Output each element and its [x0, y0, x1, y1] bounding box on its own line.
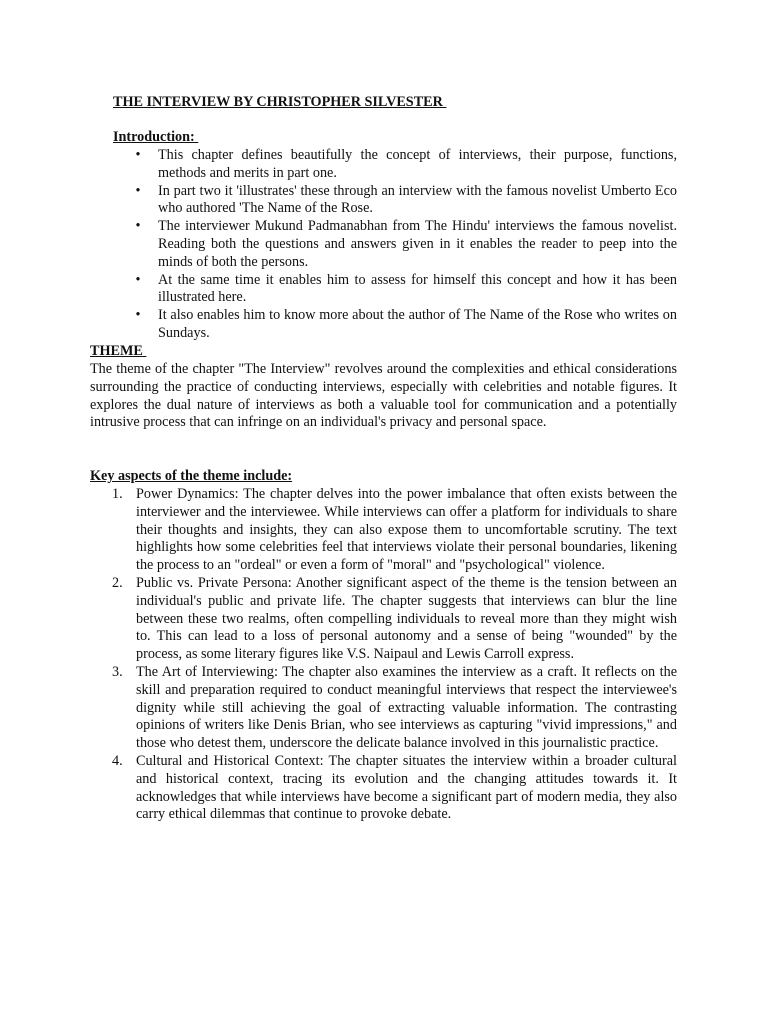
key-aspect-text: Power Dynamics: The chapter delves into the power imbalance that often exists between the interviewer and the interviewee. While interviews can offer a platform for individuals to share their thoughts and insights, they can also expose them to uncomfortable scrutiny. The text highlights how some celebrities feel that interviews violate their personal boundaries, likening the process to an "ordeal" or even a form of "moral" and "psychological" violence.: [136, 486, 677, 574]
theme-paragraph: The theme of the chapter "The Interview" revolves around the complexities and ethical considerations surrounding the practice of conducting interviews, especially with celebrities and notable figures. It explores the dual nature of interviews as both a valuable tool for communication and a potentially intrusive process that can infringe on an individual's privacy and personal space.: [90, 361, 677, 431]
introduction-bullet-item: [113, 147, 677, 183]
key-aspect-item: [90, 575, 677, 664]
document-title: THE INTERVIEW BY CHRISTOPHER SILVESTER: [113, 94, 447, 110]
key-aspects-heading: Key aspects of the theme include:: [90, 468, 293, 484]
bullet-icon: •: [135, 182, 141, 199]
introduction-bullet-text: At the same time it enables him to assess for himself this concept and how it has been illustrated here.: [158, 271, 677, 306]
introduction-bullet-text: In part two it 'illustrates' these through an interview with the famous novelist Umberto Eco who authored 'The Name of the Rose.: [158, 182, 677, 217]
key-aspect-number: 2.: [112, 574, 123, 591]
introduction-bullet-item: [113, 307, 677, 343]
introduction-bullet-text: The interviewer Mukund Padmanabhan from The Hindu' interviews the famous novelist. Reading both the questions and answers given in it enables the reader to peep into the minds of both the persons.: [158, 218, 677, 270]
key-aspects-numbered-list: [90, 486, 677, 824]
key-aspect-item: [90, 753, 677, 824]
key-aspect-text: Cultural and Historical Context: The chapter situates the interview within a broader cultural and historical context, tracing its evolution and the changing attitudes towards it. It acknowledges that while interviews have become a significant part of modern media, they also carry ethical dilemmas that continue to provoke debate.: [136, 752, 677, 823]
key-aspect-text: Public vs. Private Persona: Another significant aspect of the theme is the tension between an individual's public and private life. The chapter suggests that interviews can blur the line between these two realms, often compelling individuals to reveal more than they might wish to. This can lead to a loss of personal autonomy and a sense of being "wounded" by the process, as some literary figures like V.S. Naipaul and Lewis Carroll express.: [136, 574, 677, 663]
introduction-bullet-text: It also enables him to know more about the author of The Name of the Rose who writes on Sundays.: [158, 307, 677, 341]
bullet-icon: •: [135, 147, 141, 163]
bullet-icon: •: [135, 218, 141, 235]
key-aspect-text: The Art of Interviewing: The chapter also examines the interview as a craft. It reflects on the skill and preparation required to conduct meaningful interviews that respect the interviewee's dignity while still achieving the goal of extracting valuable information. The contrasting opinions of writers like Denis Brian, who see interviews as capturing "vivid impressions," and those who detest them, underscore the delicate balance involved in this journalistic practice.: [136, 663, 677, 752]
theme-heading: THEME: [90, 343, 147, 359]
introduction-heading: Introduction:: [113, 129, 199, 145]
key-aspect-number: 1.: [112, 486, 123, 502]
introduction-bullet-list: [113, 147, 677, 343]
key-aspect-item: [90, 486, 677, 575]
introduction-bullet-item: [113, 218, 677, 271]
bullet-icon: •: [135, 271, 141, 288]
introduction-bullet-item: [113, 272, 677, 308]
key-aspect-number: 4.: [112, 752, 123, 769]
introduction-bullet-item: [113, 183, 677, 219]
key-aspect-number: 3.: [112, 663, 123, 680]
bullet-icon: •: [135, 307, 141, 324]
introduction-bullet-text: This chapter defines beautifully the concept of interviews, their purpose, functions, methods and merits in part one.: [158, 147, 677, 181]
key-aspect-item: [90, 664, 677, 753]
